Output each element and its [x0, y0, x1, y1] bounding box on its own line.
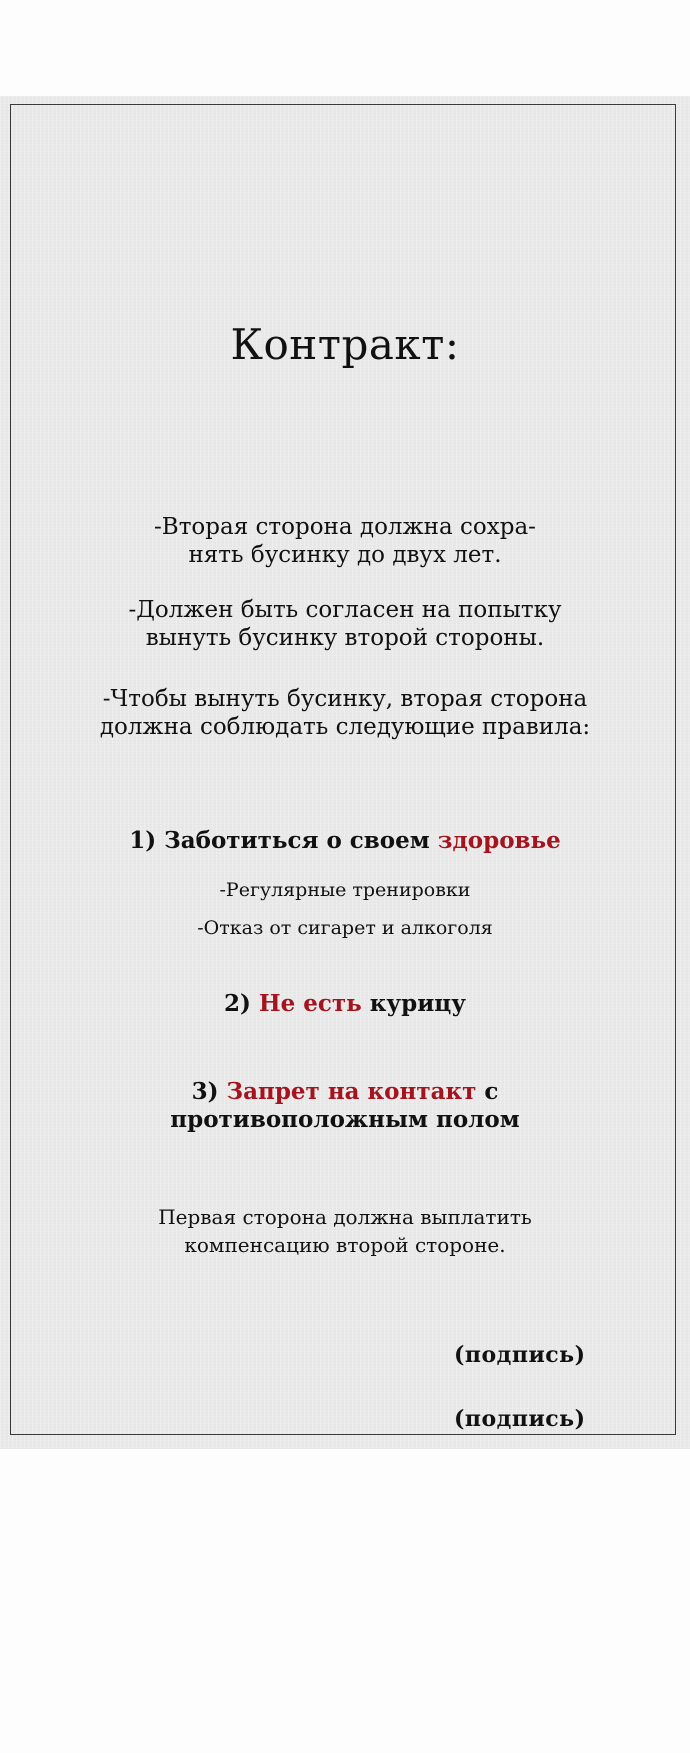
compensation-clause: [0, 1203, 690, 1259]
rule-text: с: [476, 1078, 499, 1105]
rule-sub-training: -Регулярные тренировки: [219, 879, 471, 901]
clause-line: Первая сторона должна выплатить: [158, 1205, 532, 1229]
clause-rules-intro: [0, 685, 690, 741]
rule-line: противоположным полом: [170, 1106, 520, 1133]
rule-highlight: Не есть: [258, 990, 362, 1017]
rule-no-contact: [0, 1078, 690, 1134]
rule-health: [0, 827, 690, 855]
signature-first: (подпись): [454, 1342, 586, 1368]
contract-title: Контракт:: [230, 320, 460, 369]
contract-sheet: [0, 96, 690, 1449]
rule-text: курицу: [361, 990, 466, 1017]
rule-text: 2): [224, 990, 259, 1017]
clause-line: -Должен быть согласен на попытку: [128, 597, 562, 623]
signature-second: (подпись): [454, 1406, 586, 1432]
rule-highlight: здоровье: [437, 827, 561, 854]
clause-line: -Вторая сторона должна сохра-: [154, 514, 536, 540]
rule-no-chicken: [0, 990, 690, 1018]
rule-line: [0, 1078, 690, 1106]
clause-agree-attempt: [0, 596, 690, 652]
clause-line: вынуть бусинку второй стороны.: [145, 625, 545, 651]
clause-line: -Чтобы вынуть бусинку, вторая сторона: [102, 686, 588, 712]
rule-text: 1) Заботиться о своем: [129, 827, 438, 854]
clause-line: компенсацию второй стороне.: [184, 1233, 506, 1257]
clause-keep-bead: [0, 513, 690, 569]
clause-line: нять бусинку до двух лет.: [188, 542, 502, 568]
clause-line: должна соблюдать следующие правила:: [99, 714, 591, 740]
rule-highlight: Запрет на контакт: [226, 1078, 477, 1105]
rule-sub-no-smoking: -Отказ от сигарет и алкоголя: [197, 917, 493, 939]
rule-text: 3): [191, 1078, 227, 1105]
